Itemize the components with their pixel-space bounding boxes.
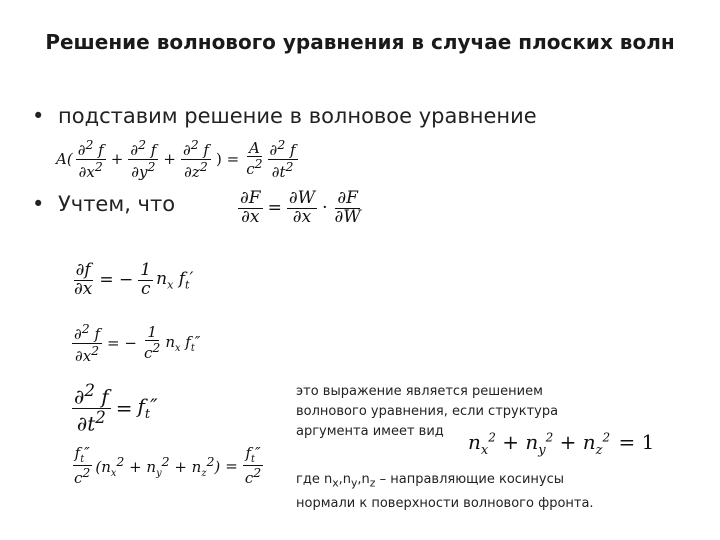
slide-title: Решение волнового уравнения в случае плоских волн	[45, 30, 675, 54]
frac-a-c2: $\frac{A}{c^2}$	[246, 138, 263, 179]
derivative-second-t: $\frac{\partial^2 f}{\partial t^2}$ = $f_t''$	[74, 381, 158, 436]
direction-cosines-note: где $n_x,n_y,n_z$ – направляющие косинусы нормали к поверхности волнового фронта.	[296, 470, 594, 514]
note-line-1: это выражение является решением	[296, 384, 543, 399]
derivative-second-x: $\frac{\partial^2 f}{\partial x^2}$ = − $\frac{1}{c^2}$ $n_x$ $f_t''$	[74, 321, 201, 365]
sub-y: y	[351, 476, 358, 490]
frac-d2f-dy2: $\frac{\partial^2 f}{\partial y^2}$	[130, 137, 157, 181]
bullet-text: подставим решение в волновое уравнение	[58, 104, 537, 128]
bullet-symbol: •	[32, 104, 45, 128]
combined-equation: $\frac{f_t''}{c^2}$ $(n_x^2 + n_y^2 + n_z^2)$ = $\frac{f_t''}{c^2}$	[74, 444, 262, 488]
bullet-symbol: •	[32, 192, 45, 216]
sub-x: x	[332, 476, 339, 490]
normal-condition-equation: $n_x^2 + n_y^2 + n_z^2 = 1$	[468, 430, 655, 458]
bullet-substitute	[32, 104, 537, 128]
frac-d2f-dt2: $\frac{\partial^2 f}{\partial t^2}$	[269, 137, 296, 181]
sub-z: z	[369, 476, 376, 490]
note-line-2: волнового уравнения, если структура	[296, 404, 559, 419]
bullet-text: Учтем, что	[58, 192, 176, 216]
coef-a: A(	[56, 150, 73, 169]
note-line-4: где n	[296, 472, 333, 487]
frac-d2f-dx2: $\frac{\partial^2 f}{\partial x^2}$	[77, 137, 104, 181]
note-line-5: нормали к поверхности волнового фронта.	[296, 495, 594, 511]
note-line-3: аргумента имеет вид	[296, 424, 444, 439]
frac-d2f-dz2: $\frac{\partial^2 f}{\partial z^2}$	[182, 137, 209, 181]
derivative-first: $\frac{\partial f}{\partial x}$ = − $\frac{1}{c}$ $n_x$ $f_t'$	[74, 260, 194, 299]
note-line-4-rest: – направляющие косинусы	[375, 472, 564, 487]
bullet-note	[32, 192, 175, 216]
wave-equation-substituted: A( $\frac{\partial^2 f}{\partial x^2}$ + $\frac{\partial^2 f}{\partial y^2}$ + $\frac{\partial^2 f}{\partial z^2}$ ) = $\frac{A}{c^2}$ $\frac{\partial^2 f}{\partial t^2}$	[56, 137, 296, 181]
chain-rule-equation: $\frac{\partial F}{\partial x}$ = $\frac{\partial W}{\partial x}$ · $\frac{\partial F}{\partial W}$	[240, 188, 361, 227]
